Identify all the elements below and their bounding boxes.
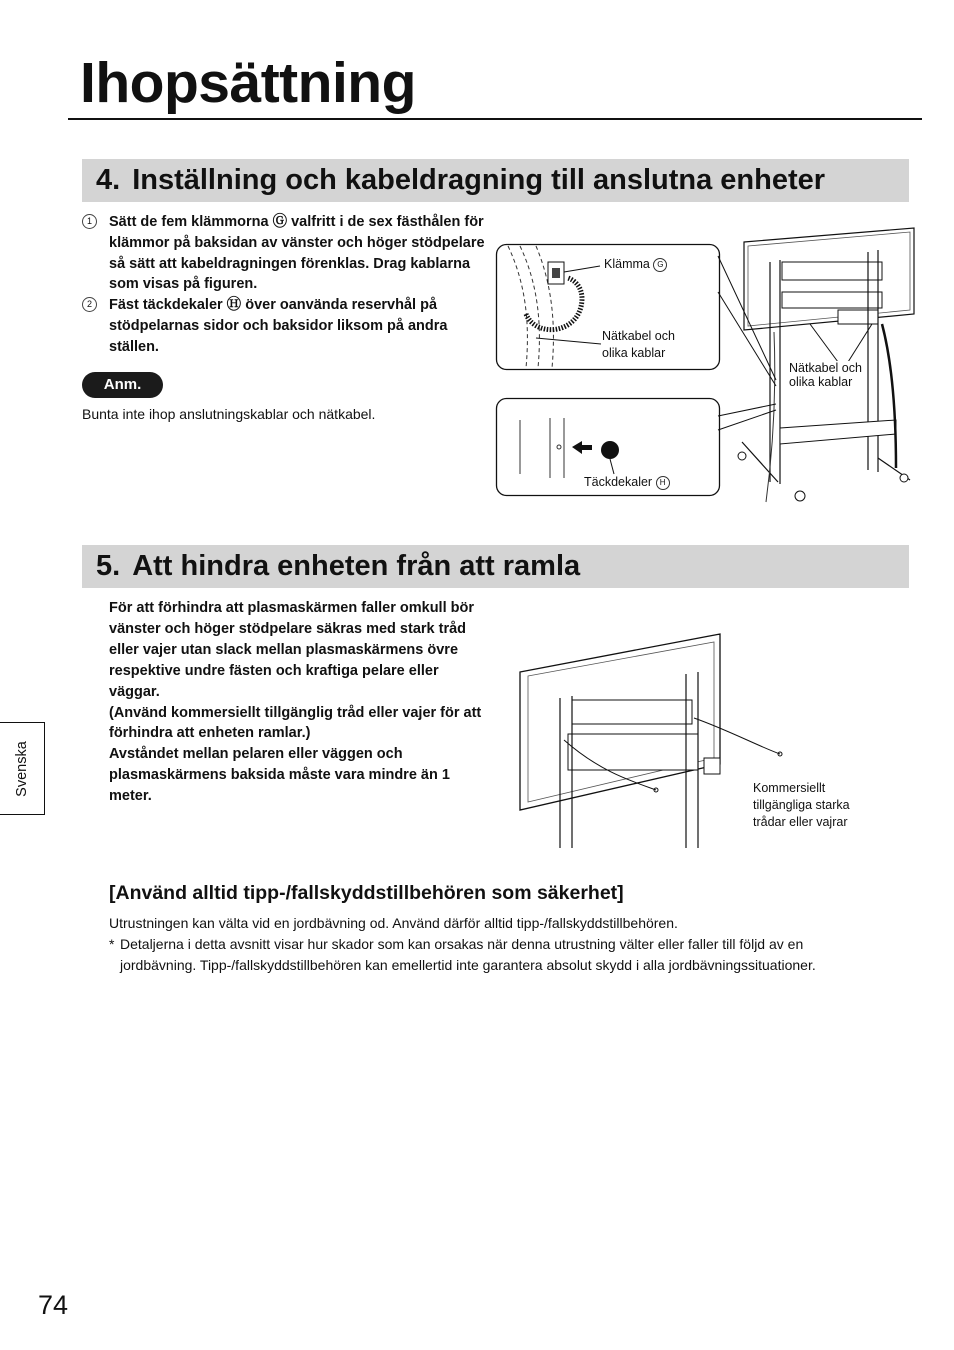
safety-footnote (109, 934, 869, 976)
language-side-tab (0, 722, 45, 815)
step-1-marker: 1 (82, 214, 97, 229)
section-5-paragraph-2: (Använd kommersiellt tillgänglig tråd eller vajer för att förhindra att enheten ramlar.) (109, 704, 482, 742)
clamp-mark: G (653, 258, 667, 272)
language-side-tab-label: Svenska (14, 740, 30, 797)
section-4-heading (82, 159, 909, 202)
wire-label (753, 780, 850, 831)
stand-cable-label (789, 361, 862, 389)
step-1-text: Sätt de fem klämmorna Ⓖ valfritt i de sex fästhålen för klämmor på baksidan av vänster och höger stödpelare så sätt att kabeldragningen förenklas. Drag kablarna som visas på figuren. (109, 214, 485, 293)
section-5-paragraph-3: Avståndet mellan pelaren eller väggen och plasmaskärmens baksida måste vara mindre än 1 meter. (109, 746, 450, 805)
wire-label-line-1: Kommersiellt (753, 781, 826, 795)
step-2-text: Fäst täckdekaler Ⓗ över oanvända reservhål på stödpelarnas sidor och baksidor liksom på andra ställen. (109, 297, 448, 355)
decal-label-text: Täckdekaler (584, 475, 653, 489)
section-5-body (109, 598, 489, 807)
section-4-header (82, 159, 909, 202)
page-number: 74 (38, 1290, 69, 1320)
safety-body (109, 913, 869, 976)
section-5-title: Att hindra enheten från att ramla (132, 550, 581, 582)
step-2 (82, 295, 492, 357)
section-5-number: 5. (96, 550, 121, 582)
cable-label-line-2: olika kablar (602, 346, 666, 360)
page-title: Ihopsättning (80, 51, 416, 115)
section-5-heading (82, 545, 909, 588)
stand-cable-label-line-2: olika kablar (789, 375, 853, 389)
section-4-number: 4. (96, 164, 121, 196)
footnote-text: Detaljerna i detta avsnitt visar hur skador som kan orsakas när denna utrustning välter eller faller till följd av en jordbävning. Tipp-/fallskyddstillbehören kan emellertid inte garantera absolut skydd i alla jordbävningssituationer. (120, 936, 816, 973)
wire-label-line-3: trådar eller vajrar (753, 815, 848, 829)
note-badge: Anm. (82, 372, 163, 398)
clamp-label-text: Klämma (604, 257, 650, 271)
cable-label-line-1: Nätkabel och (602, 329, 675, 343)
title-divider (68, 118, 922, 120)
cable-label (602, 328, 675, 362)
section-4-title: Inställning och kabeldragning till anslutna enheter (132, 164, 826, 196)
wire-anchor-illustration (518, 630, 788, 848)
safety-text: Utrustningen kan välta vid en jordbävning od. Använd därför alltid tipp-/fallskyddstillbehören. (109, 915, 678, 931)
clamp-label (604, 256, 667, 273)
note-text: Bunta inte ihop anslutningskablar och nätkabel. (82, 406, 376, 422)
safety-heading: [Använd alltid tipp-/fallskyddstillbehören som säkerhet] (109, 882, 624, 904)
footnote-mark: * (109, 936, 115, 952)
section-5-header (82, 545, 909, 588)
decal-mark: H (656, 476, 670, 490)
decal-label (584, 474, 670, 491)
step-2-marker: 2 (82, 297, 97, 312)
stand-cable-label-line-1: Nätkabel och (789, 361, 862, 375)
step-1 (82, 212, 492, 295)
section-5-paragraph-1: För att förhindra att plasmaskärmen faller omkull bör vänster och höger stödpelare säkras med stark tråd eller vajer utan slack mellan plasmaskärmens övre respektive undre fästen och kraftiga pelare eller väggar. (109, 600, 474, 700)
wire-label-line-2: tillgängliga starka (753, 798, 850, 812)
